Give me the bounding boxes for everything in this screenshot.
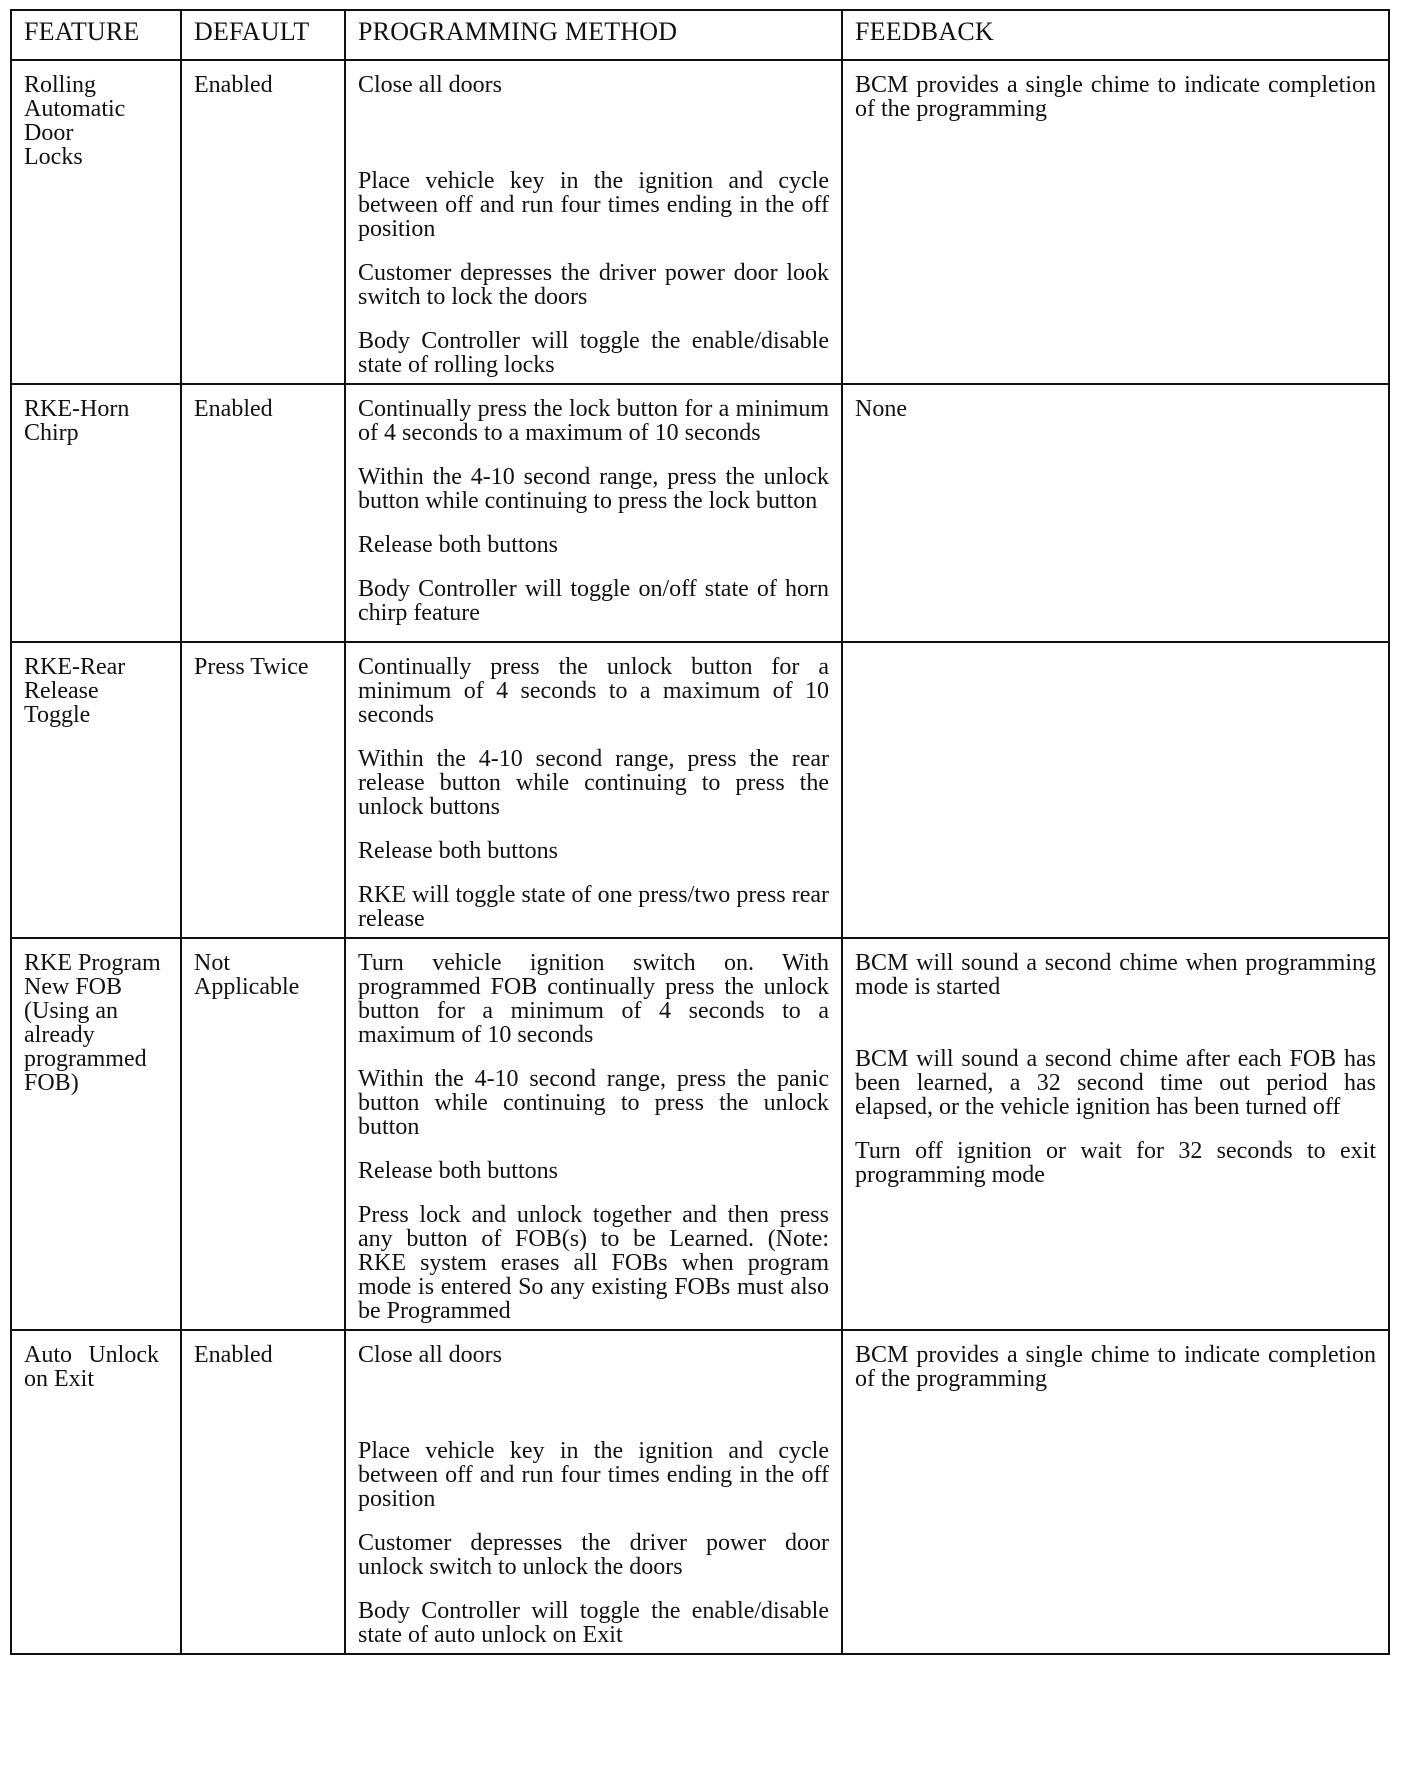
method-step: Body Controller will toggle on/off state of horn chirp feature <box>358 576 829 626</box>
method-step: Close all doors <box>358 1342 502 1368</box>
method-step: Customer depresses the driver power door unlock switch to unlock the doors <box>358 1530 829 1580</box>
method-cell <box>345 642 842 938</box>
method-step: Close all doors <box>358 72 502 98</box>
default-cell: Enabled <box>181 1330 345 1654</box>
method-step: Within the 4-10 second range, press the unlock button while continuing to press the lock button <box>358 464 829 514</box>
feedback-cell <box>842 938 1389 1330</box>
method-cell <box>345 384 842 642</box>
method-step: Place vehicle key in the ignition and cycle between off and run four times ending in the off position <box>358 168 829 242</box>
feature-cell <box>11 384 181 642</box>
table-row <box>11 1330 1389 1654</box>
method-step: Customer depresses the driver power door look switch to lock the doors <box>358 260 829 310</box>
feature-cell <box>11 60 181 384</box>
feedback-cell <box>842 642 1389 938</box>
method-step: Within the 4-10 second range, press the rear release button while continuing to press the unlock buttons <box>358 746 829 820</box>
feedback-note: BCM provides a single chime to indicate completion of the programming <box>855 1342 1376 1392</box>
header-default: DEFAULT <box>181 10 345 60</box>
feedback-note: BCM will sound a second chime when programming mode is started <box>855 950 1376 1000</box>
method-step: Press lock and unlock together and then press any button of FOB(s) to be Learned. (Note: RKE system erases all FOBs when program mode is entered So any existing FOBs must also be Programmed <box>358 1202 829 1324</box>
feedback-note: None <box>855 396 907 422</box>
header-feedback: FEEDBACK <box>842 10 1389 60</box>
method-step: Release both buttons <box>358 532 558 558</box>
feature-cell <box>11 1330 181 1654</box>
method-step: Turn vehicle ignition switch on. With programmed FOB continually press the unlock button for a minimum of 4 seconds to a maximum of 10 seconds <box>358 950 829 1048</box>
feedback-note: BCM will sound a second chime after each FOB has been learned, a 32 second time out period has elapsed, or the vehicle ignition has been turned off <box>855 1046 1376 1120</box>
default-cell: Enabled <box>181 384 345 642</box>
method-step: Release both buttons <box>358 838 558 864</box>
default-cell: Enabled <box>181 60 345 384</box>
feature-cell <box>11 938 181 1330</box>
table-row <box>11 642 1389 938</box>
feature-name: Auto Unlock on Exit <box>24 1342 159 1392</box>
method-step: Continually press the unlock button for a minimum of 4 seconds to a maximum of 10 seconds <box>358 654 829 728</box>
default-value: Not Applicable <box>194 950 300 1000</box>
feature-name: RKE-Rear Release Toggle <box>24 654 126 728</box>
table-header-row <box>11 10 1389 60</box>
feature-name: RKE Program New FOB (Using an already programmed FOB) <box>24 950 161 1096</box>
method-step: Body Controller will toggle the enable/disable state of rolling locks <box>358 328 829 378</box>
feature-name: RKE-Horn Chirp <box>24 396 130 446</box>
feedback-note: BCM provides a single chime to indicate completion of the programming <box>855 72 1376 122</box>
feedback-note: Turn off ignition or wait for 32 seconds to exit programming mode <box>855 1138 1376 1188</box>
method-cell <box>345 60 842 384</box>
feature-name: Rolling Automatic Door Locks <box>24 72 126 170</box>
method-step: RKE will toggle state of one press/two press rear release <box>358 882 829 932</box>
method-step: Within the 4-10 second range, press the panic button while continuing to press the unlock button <box>358 1066 829 1140</box>
method-step: Continually press the lock button for a minimum of 4 seconds to a maximum of 10 seconds <box>358 396 829 446</box>
method-cell <box>345 1330 842 1654</box>
feature-programming-document <box>10 9 1388 1655</box>
method-step: Body Controller will toggle the enable/disable state of auto unlock on Exit <box>358 1598 829 1648</box>
header-feature: FEATURE <box>11 10 181 60</box>
default-cell: Press Twice <box>181 642 345 938</box>
feature-cell <box>11 642 181 938</box>
feedback-cell <box>842 60 1389 384</box>
table-row <box>11 938 1389 1330</box>
header-programming-method: PROGRAMMING METHOD <box>345 10 842 60</box>
feature-programming-table <box>10 9 1390 1655</box>
default-cell <box>181 938 345 1330</box>
method-step: Place vehicle key in the ignition and cycle between off and run four times ending in the off position <box>358 1438 829 1512</box>
table-row <box>11 384 1389 642</box>
table-row <box>11 60 1389 384</box>
method-step: Release both buttons <box>358 1158 558 1184</box>
method-cell <box>345 938 842 1330</box>
feedback-cell <box>842 384 1389 642</box>
feedback-cell <box>842 1330 1389 1654</box>
